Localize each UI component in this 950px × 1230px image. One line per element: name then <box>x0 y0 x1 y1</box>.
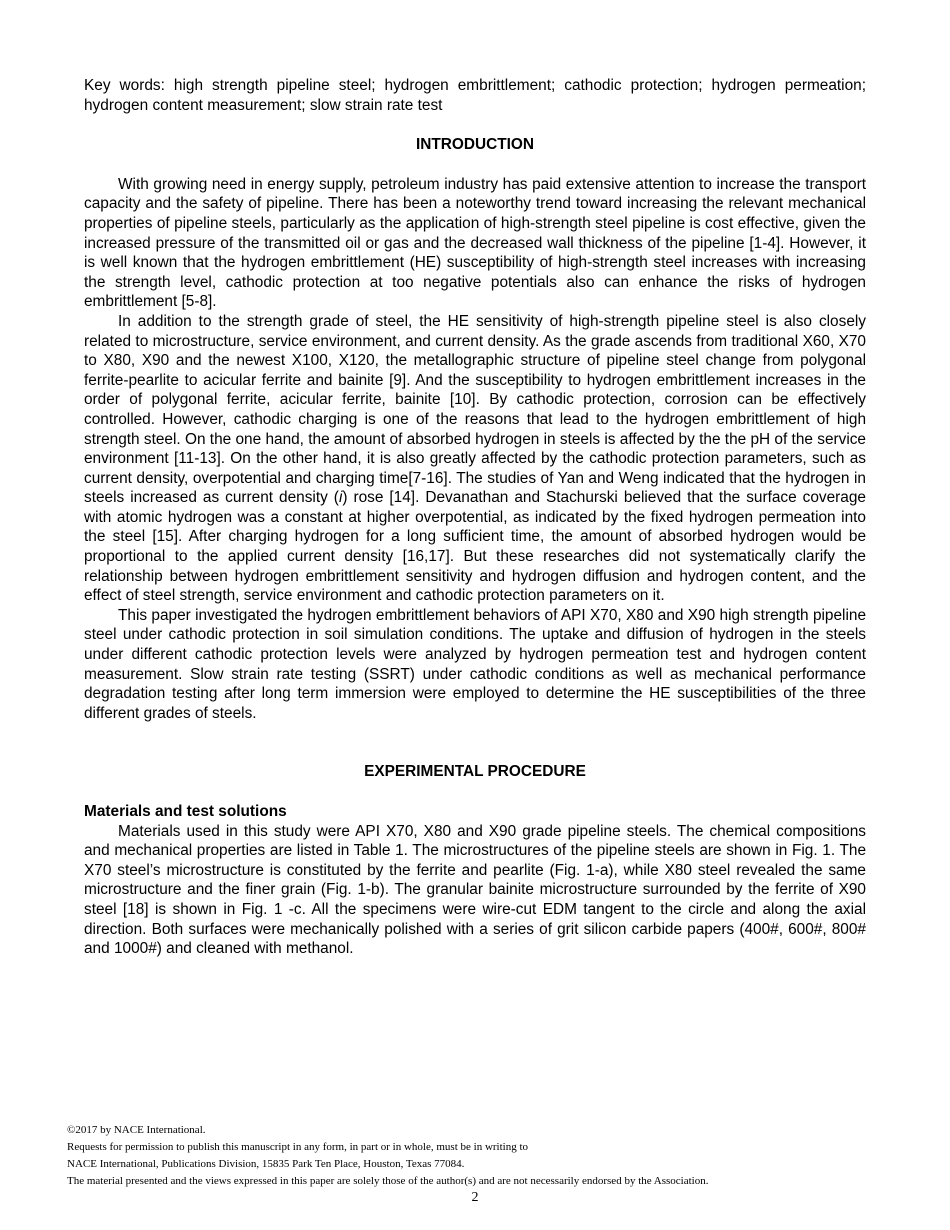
footer-permission-line-1: Requests for permission to publish this manuscript in any form, in part or in whole, must be in writing to <box>67 1141 529 1153</box>
page-number: 2 <box>471 1190 479 1205</box>
current-density-symbol: i <box>338 489 343 507</box>
introduction-paragraph-2-part-1: In addition to the strength grade of steel, the HE sensitivity of high-strength pipeline steel is also closely related to microstructure, service environment, and current density. As the grade ascends from traditional X60, X70 to X80, X90 and the newest X100, X120, the metallographic structure of pipeline steel change from polygonal ferrite-pearlite to acicular ferrite and bainite [9]. And the susceptibility to hydrogen embrittlement increases in the order of polygonal ferrite, acicular ferrite, bainite [10]. By cathodic protection, corrosion can be effectively controlled. However, cathodic charging is one of the reasons that lead to the hydrogen embrittlement of high strength steel. On the one hand, the amount of absorbed hydrogen in steels is affected by the the pH of the service environment [11-13]. On the other hand, it is also greatly affected by the cathodic protection parameters, such as current density, overpotential and charging time[7-16]. The studies of Yan and Weng indicated that the hydrogen in steels increased as current density ( <box>84 312 866 507</box>
experimental-heading: EXPERIMENTAL PROCEDURE <box>364 763 586 781</box>
keywords: Key words: high strength pipeline steel; hydrogen embrittlement; cathodic protection; hydrogen permeation; hydrogen content measurement; slow strain rate test <box>84 77 866 114</box>
footer-disclaimer: The material presented and the views expressed in this paper are solely those of the author(s) and are not necessarily endorsed by the Association. <box>67 1175 709 1187</box>
introduction-paragraph-1: With growing need in energy supply, petroleum industry has paid extensive attention to increase the transport capacity and the safety of pipeline. There has been a noteworthy trend toward increasing the relevant mechanical properties of pipeline steels, particularly as the application of high-strength steel pipeline is cost effective, given the increased pressure of the transmitted oil or gas and the decreased wall thickness of the pipeline [1-4]. However, it is well known that the hydrogen embrittlement (HE) susceptibility of high-strength steel increases with increasing the strength level, cathodic protection at too negative potentials also can enhance the risks of hydrogen embrittlement [5-8]. <box>84 175 866 311</box>
footer-permission-line-2: NACE International, Publications Division, 15835 Park Ten Place, Houston, Texas 77084. <box>67 1158 465 1170</box>
footer <box>67 1122 883 1190</box>
page-body <box>84 76 866 959</box>
materials-subheading: Materials and test solutions <box>84 803 287 820</box>
footer-copyright: ©2017 by NACE International. <box>67 1124 206 1136</box>
introduction-paragraph-2-part-2: ) rose [14]. Devanathan and Stachurski believed that the surface coverage with atomic hydrogen was a constant at higher overpotential, as indicated by the fixed hydrogen permeation into the steel [15]. After charging hydrogen for a long sufficient time, the amount of absorbed hydrogen would be proportional to the applied current density [16,17]. But these researches did not systematically clarify the relationship between hydrogen embrittlement sensitivity and hydrogen diffusion and hydrogen content, and the effect of steel strength, service environment and cathodic protection parameters on it. <box>84 489 866 605</box>
introduction-paragraph-2 <box>84 312 866 606</box>
introduction-paragraph-3: This paper investigated the hydrogen embrittlement behaviors of API X70, X80 and X90 high strength pipeline steel under cathodic protection in soil simulation conditions. The uptake and diffusion of hydrogen in the steels under different cathodic protection levels were analyzed by hydrogen permeation test and hydrogen content measurement. Slow strain rate testing (SSRT) under cathodic conditions as well as mechanical performance degradation testing after long term immersion were employed to determine the HE susceptibilities of the three different grades of steels. <box>84 606 866 722</box>
introduction-heading: INTRODUCTION <box>416 136 534 154</box>
materials-paragraph: Materials used in this study were API X70, X80 and X90 grade pipeline steels. The chemical compositions and mechanical properties are listed in Table 1. The microstructures of the pipeline steels are shown in Fig. 1. The X70 steel’s microstructure is constituted by the ferrite and pearlite (Fig. 1-a), while X80 steel revealed the same microstructure and the finer grain (Fig. 1-b). The granular bainite microstructure surrounded by the ferrite of X90 steel [18] is shown in Fig. 1 -c. All the specimens were wire-cut EDM tangent to the circle and along the axial direction. Both surfaces were mechanically polished with a series of grit silicon carbide papers (400#, 600#, 800# and 1000#) and cleaned with methanol. <box>84 822 866 958</box>
